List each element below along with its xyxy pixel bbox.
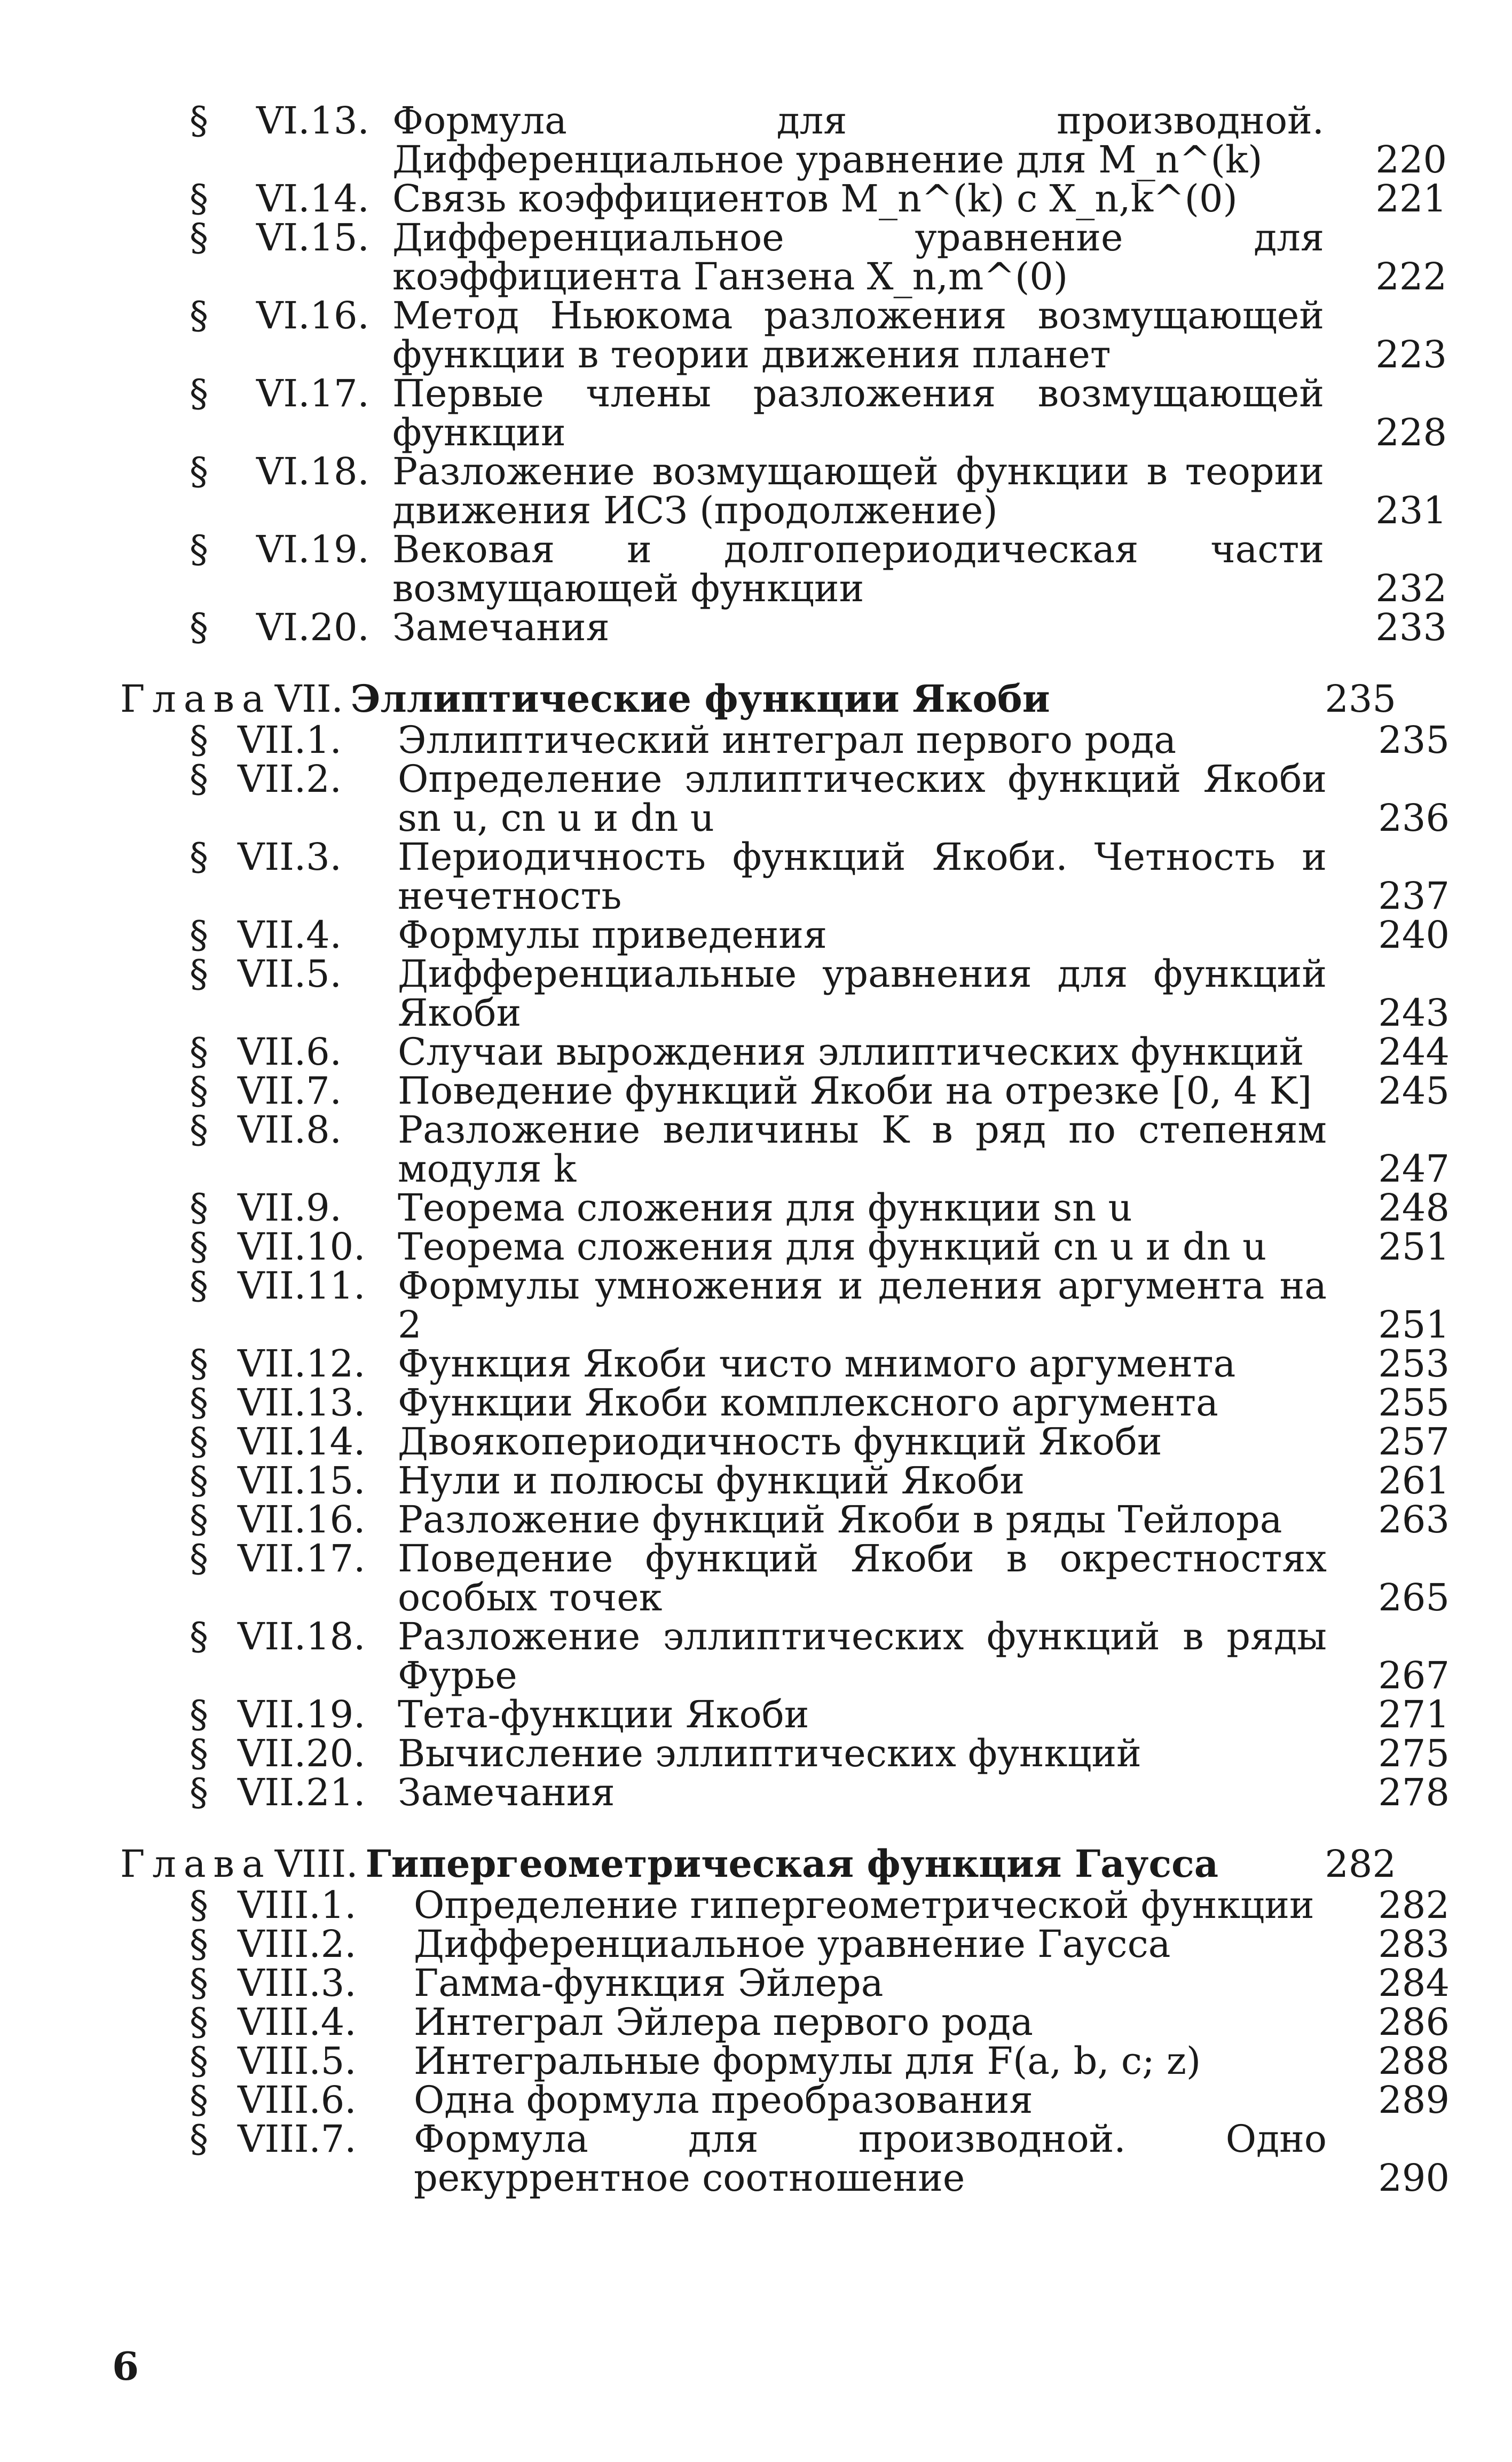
section-page: 283 [1378, 1922, 1450, 1966]
section-sign: § [190, 450, 208, 493]
section-title: Функции Якоби комплексного аргумента [398, 1381, 1218, 1425]
section-title-cell [398, 1500, 1450, 1539]
toc-entry [190, 952, 1466, 1035]
section-page: 288 [1378, 2039, 1450, 2083]
section-page: 231 [1375, 489, 1447, 532]
toc-entry [190, 718, 1466, 762]
toc-entry [190, 177, 1466, 221]
section-title-cell [414, 1883, 1450, 1927]
toc-entry [190, 1108, 1466, 1191]
toc-entry [190, 1617, 1466, 1695]
section-sign: § [190, 1264, 208, 1308]
section-page: 244 [1378, 1030, 1450, 1074]
section-title: Дифференциальное уравнение для коэффициента Ганзена X_n,m^(0) [392, 216, 1324, 298]
section-number: VII.13. [238, 1381, 366, 1425]
table-of-contents [120, 99, 1450, 2200]
section-sign: § [190, 294, 208, 337]
section-number: VII.21. [238, 1771, 366, 1814]
toc-entry [190, 2000, 1466, 2044]
chapter-page: 282 [1325, 1842, 1396, 1886]
toc-entry [190, 218, 1466, 296]
section-title-cell [392, 218, 1447, 296]
section-title-cell [398, 757, 1450, 840]
section-title: Периодичность функций Якоби. Четность и нечетность [398, 835, 1327, 918]
section-page: 237 [1378, 874, 1450, 918]
toc-entry [190, 1030, 1466, 1074]
section-page: 261 [1378, 1459, 1450, 1503]
section-title: Формула для производной. Дифференциальное уравнение для M_n^(k) [392, 99, 1324, 182]
section-sign: § [190, 1381, 208, 1425]
section-sign: § [190, 1537, 208, 1580]
section-number: VI.20. [256, 605, 369, 649]
section-sign: § [190, 1030, 208, 1074]
chapter-heading-8 [120, 1844, 1396, 1884]
section-number: VII.19. [238, 1693, 366, 1736]
section-sign: § [190, 1498, 208, 1541]
chapter-page: 235 [1325, 677, 1396, 721]
section-number: VIII.5. [238, 2039, 357, 2083]
section-page: 253 [1378, 1342, 1450, 1386]
section-title-cell [398, 1069, 1450, 1113]
chapter-number: VIII. [274, 1842, 358, 1886]
section-sign: § [190, 2039, 208, 2083]
section-sign: § [190, 1732, 208, 1775]
section-page: 282 [1378, 1883, 1450, 1927]
section-title: Дифференциальное уравнение Гаусса [414, 1922, 1171, 1966]
section-sign: § [190, 913, 208, 957]
section-title-cell [414, 1961, 1450, 2005]
section-page: 265 [1378, 1576, 1450, 1619]
section-title: Определение гипергеометрической функции [414, 1883, 1314, 1927]
section-page: 223 [1375, 333, 1447, 376]
section-sign: § [190, 372, 208, 415]
section-number: VII.18. [238, 1615, 366, 1658]
section-number: VII.9. [238, 1186, 342, 1230]
section-page: 251 [1378, 1303, 1450, 1347]
chapter-title: Эллиптические функции Якоби [350, 677, 1050, 721]
toc-entry [190, 1883, 1466, 1927]
section-page: 245 [1378, 1069, 1450, 1113]
section-number: VII.20. [238, 1732, 366, 1775]
section-title-cell [392, 530, 1447, 608]
section-sign: § [190, 177, 208, 221]
section-page: 284 [1378, 1961, 1450, 2005]
section-title: Интегральные формулы для F(a, b, c; z) [414, 2039, 1201, 2083]
section-title-cell [398, 1459, 1450, 1503]
section-number: VIII.6. [238, 2078, 357, 2122]
section-sign: § [190, 1961, 208, 2005]
section-page: 286 [1378, 2000, 1450, 2044]
section-number: VIII.2. [238, 1922, 357, 1966]
section-title: Разложение функций Якоби в ряды Тейлора [398, 1498, 1282, 1541]
section-number: VII.15. [238, 1459, 366, 1503]
section-title: Замечания [398, 1771, 615, 1814]
section-page: 255 [1378, 1381, 1450, 1425]
section-title-cell [392, 99, 1447, 182]
section-number: VII.1. [238, 718, 342, 762]
toc-entry [190, 1186, 1466, 1230]
section-sign: § [190, 757, 208, 801]
section-number: VIII.1. [238, 1883, 357, 1927]
section-number: VIII.7. [238, 2117, 357, 2161]
section-title: Определение эллиптических функций Якоби sn u, cn u и dn u [398, 757, 1327, 840]
section-title: Поведение функций Якоби в окрестностях особых точек [398, 1537, 1327, 1619]
toc-entry [190, 452, 1466, 530]
section-page: 233 [1375, 605, 1447, 649]
section-number: VII.11. [238, 1264, 366, 1308]
section-title-cell [414, 2000, 1450, 2044]
section-title: Гамма-функция Эйлера [414, 1961, 884, 2005]
section-title-cell [392, 605, 1447, 649]
section-number: VIII.4. [238, 2000, 357, 2044]
toc-entry [190, 374, 1466, 452]
toc-entry [190, 1539, 1466, 1617]
section-title: Формула для производной. Одно рекуррентное соотношение [414, 2117, 1327, 2200]
section-title-cell [398, 1186, 1450, 1230]
section-title-cell [398, 913, 1450, 957]
section-title: Двоякопериодичность функций Якоби [398, 1420, 1162, 1464]
section-title-cell [392, 374, 1447, 452]
section-page: 271 [1378, 1693, 1450, 1736]
section-number: VI.14. [256, 177, 369, 221]
toc-entry [190, 1225, 1466, 1269]
section-page: 222 [1375, 255, 1447, 298]
section-title: Замечания [392, 605, 610, 649]
section-title-cell [398, 1225, 1450, 1269]
toc-block-chapter-8 [120, 1883, 1450, 2200]
toc-entry [190, 2039, 1466, 2083]
section-title-cell [392, 452, 1447, 530]
section-title: Разложение величины K в ряд по степеням модуля k [398, 1108, 1327, 1191]
section-number: VI.17. [256, 372, 369, 415]
section-number: VIII.3. [238, 1961, 357, 2005]
section-title-cell [414, 2078, 1450, 2122]
section-sign: § [190, 1459, 208, 1503]
section-title-cell [398, 1617, 1450, 1695]
section-number: VII.14. [238, 1420, 366, 1464]
section-title-cell [398, 1342, 1450, 1386]
section-title: Разложение эллиптических функций в ряды Фурье [398, 1615, 1327, 1697]
section-title: Вычисление эллиптических функций [398, 1732, 1141, 1775]
section-title-cell [392, 177, 1447, 221]
section-page: 275 [1378, 1732, 1450, 1775]
section-sign: § [190, 718, 208, 762]
section-page: 263 [1378, 1498, 1450, 1541]
toc-entry [190, 2078, 1466, 2122]
section-sign: § [190, 99, 208, 143]
toc-entry [190, 99, 1466, 182]
section-sign: § [190, 1342, 208, 1386]
section-title-cell [398, 718, 1450, 762]
section-title: Вековая и долгопериодическая части возмущающей функции [392, 528, 1324, 610]
toc-entry [190, 1773, 1466, 1812]
section-title-cell [398, 952, 1450, 1035]
toc-entry [190, 913, 1466, 957]
section-page: 220 [1375, 138, 1447, 182]
toc-entry [190, 1695, 1466, 1734]
section-title-cell [398, 1734, 1450, 1773]
section-title: Функция Якоби чисто мнимого аргумента [398, 1342, 1236, 1386]
section-title: Связь коэффициентов M_n^(k) с X_n,k^(0) [392, 177, 1238, 221]
section-number: VI.18. [256, 450, 369, 493]
chapter-label: Глава [120, 677, 272, 721]
section-page: 243 [1378, 991, 1450, 1035]
section-title: Метод Ньюкома разложения возмущающей функции в теории движения планет [392, 294, 1324, 376]
page-number: 6 [112, 2343, 139, 2389]
section-sign: § [190, 2078, 208, 2122]
section-page: 240 [1378, 913, 1450, 957]
toc-entry [190, 1420, 1466, 1464]
section-page: 290 [1378, 2156, 1450, 2200]
chapter-title: Гипергеометрическая функция Гаусса [365, 1842, 1219, 1886]
toc-entry [190, 605, 1466, 649]
section-number: VI.19. [256, 528, 369, 571]
section-number: VII.6. [238, 1030, 342, 1074]
section-title-cell [398, 1030, 1450, 1074]
section-page: 278 [1378, 1771, 1450, 1814]
section-sign: § [190, 1883, 208, 1927]
section-number: VI.15. [256, 216, 369, 259]
section-sign: § [190, 952, 208, 996]
section-page: 248 [1378, 1186, 1450, 1230]
section-number: VII.7. [238, 1069, 342, 1113]
section-sign: § [190, 1771, 208, 1814]
section-number: VII.3. [238, 835, 342, 879]
section-title: Дифференциальные уравнения для функций Якоби [398, 952, 1327, 1035]
toc-entry [190, 1922, 1466, 1966]
section-title: Теорема сложения для функций cn u и dn u [398, 1225, 1267, 1269]
section-title-cell [414, 1922, 1450, 1966]
section-page: 235 [1378, 718, 1450, 762]
section-page: 232 [1375, 567, 1447, 610]
toc-entry [190, 296, 1466, 374]
section-title-cell [398, 1264, 1450, 1347]
section-title-cell [398, 1108, 1450, 1191]
section-sign: § [190, 1069, 208, 1113]
section-title: Эллиптический интеграл первого рода [398, 718, 1177, 762]
section-page: 251 [1378, 1225, 1450, 1269]
section-title: Поведение функций Якоби на отрезке [0, 4 K] [398, 1069, 1312, 1113]
section-number: VI.13. [256, 99, 369, 143]
section-sign: § [190, 528, 208, 571]
toc-entry [190, 1264, 1466, 1347]
toc-entry [190, 530, 1466, 608]
section-sign: § [190, 835, 208, 879]
section-sign: § [190, 605, 208, 649]
section-sign: § [190, 1922, 208, 1966]
toc-entry [190, 1734, 1466, 1773]
section-sign: § [190, 1225, 208, 1269]
section-sign: § [190, 1615, 208, 1658]
section-number: VII.17. [238, 1537, 366, 1580]
section-page: 289 [1378, 2078, 1450, 2122]
section-page: 236 [1378, 796, 1450, 840]
section-sign: § [190, 1186, 208, 1230]
chapter-heading-7 [120, 679, 1396, 719]
toc-entry [190, 1500, 1466, 1539]
section-title-cell [392, 296, 1447, 374]
section-title-cell [414, 2039, 1450, 2083]
section-title-cell [398, 1539, 1450, 1617]
toc-entry [190, 2117, 1466, 2200]
section-page: 228 [1375, 411, 1447, 454]
section-title-cell [398, 835, 1450, 918]
section-title: Интеграл Эйлера первого рода [414, 2000, 1033, 2044]
section-title: Разложение возмущающей функции в теории движения ИСЗ (продолжение) [392, 450, 1324, 532]
toc-entry [190, 757, 1466, 840]
toc-entry [190, 1069, 1466, 1113]
section-page: 221 [1375, 177, 1447, 221]
section-sign: § [190, 216, 208, 259]
toc-block-chapter-7 [120, 718, 1450, 1814]
section-title: Случаи вырождения эллиптических функций [398, 1030, 1304, 1074]
section-sign: § [190, 2000, 208, 2044]
section-sign: § [190, 1693, 208, 1736]
toc-entry [190, 1381, 1466, 1425]
toc-entry [190, 1459, 1466, 1503]
section-title: Формулы приведения [398, 913, 828, 957]
section-page: 247 [1378, 1147, 1450, 1191]
section-page: 267 [1378, 1654, 1450, 1697]
toc-entry [190, 1961, 1466, 2005]
section-number: VII.10. [238, 1225, 366, 1269]
toc-block-chapter-6 [120, 99, 1447, 649]
chapter-number: VII. [274, 677, 343, 721]
chapter-label: Глава [120, 1842, 272, 1886]
section-sign: § [190, 1108, 208, 1152]
section-sign: § [190, 2117, 208, 2161]
toc-entry [190, 835, 1466, 918]
section-title: Тета-функции Якоби [398, 1693, 809, 1736]
section-number: VII.8. [238, 1108, 342, 1152]
section-title: Формулы умножения и деления аргумента на 2 [398, 1264, 1327, 1347]
section-title-cell [398, 1420, 1450, 1464]
section-sign: § [190, 1420, 208, 1464]
section-title: Первые члены разложения возмущающей функции [392, 372, 1324, 454]
section-number: VII.16. [238, 1498, 366, 1541]
section-number: VII.4. [238, 913, 342, 957]
section-title: Нули и полюсы функций Якоби [398, 1459, 1025, 1503]
section-title-cell [414, 2117, 1450, 2200]
section-title-cell [398, 1381, 1450, 1425]
section-page: 257 [1378, 1420, 1450, 1464]
section-title: Одна формула преобразования [414, 2078, 1033, 2122]
section-title-cell [398, 1773, 1450, 1812]
section-title-cell [398, 1695, 1450, 1734]
section-title: Теорема сложения для функции sn u [398, 1186, 1132, 1230]
toc-entry [190, 1342, 1466, 1386]
section-number: VII.12. [238, 1342, 366, 1386]
section-number: VI.16. [256, 294, 369, 337]
section-number: VII.5. [238, 952, 342, 996]
section-number: VII.2. [238, 757, 342, 801]
